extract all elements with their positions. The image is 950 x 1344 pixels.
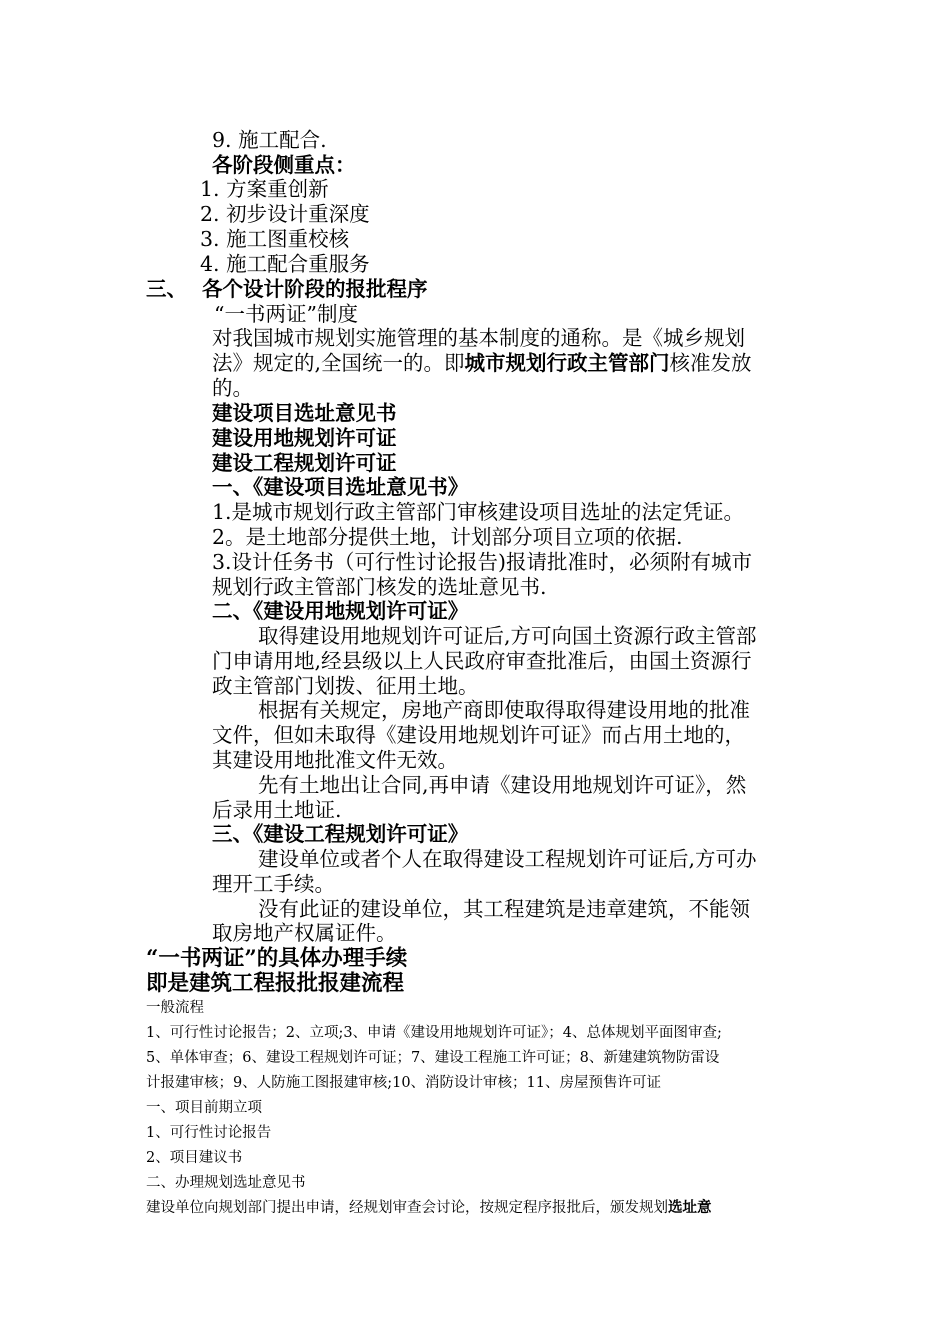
stage-heading: 二、办理规划选址意见书 bbox=[146, 1175, 306, 1191]
part1-heading: 一、《建设项目选址意见书》 bbox=[212, 475, 469, 499]
section3-title: 各个设计阶段的报批程序 bbox=[202, 277, 428, 301]
procedure-subtitle: 即是建筑工程报批报建流程 bbox=[146, 971, 405, 996]
part1-text: 2。是土地部分提供土地，计划部分项目立项的依据. bbox=[212, 525, 683, 549]
procedure-text-emphasis: 选址意 bbox=[668, 1199, 712, 1216]
definition-line: 的。 bbox=[212, 376, 253, 400]
procedure-title: “一书两证”的具体办理手续 bbox=[146, 946, 408, 971]
definition-text: 法》规定的,全国统一的。即 bbox=[212, 351, 465, 375]
definition-line bbox=[212, 351, 752, 376]
part2-text: 文件，但如未取得《建设用地规划许可证》而占用土地的， bbox=[212, 723, 745, 747]
stage-item: 1、可行性讨论报告 bbox=[146, 1125, 272, 1141]
part2-text: 门申请用地,经县级以上人民政府审查批准后，由国土资源行 bbox=[212, 649, 752, 673]
general-flow-label: 一般流程 bbox=[146, 1000, 204, 1016]
part2-text: 政主管部门划拨、征用土地。 bbox=[212, 674, 479, 698]
focus-item: 1. 方案重创新 bbox=[200, 177, 329, 201]
part2-heading: 二、《建设用地规划许可证》 bbox=[212, 599, 469, 623]
definition-text: 核准发放 bbox=[669, 351, 752, 375]
focus-item: 4. 施工配合重服务 bbox=[200, 252, 370, 276]
focus-heading: 各阶段侧重点： bbox=[212, 153, 356, 177]
doc-name: 建设项目选址意见书 bbox=[212, 401, 397, 425]
part2-text: 先有土地出让合同,再申请《建设用地规划许可证》，然 bbox=[258, 773, 747, 797]
part3-heading: 三、《建设工程规划许可证》 bbox=[212, 822, 469, 846]
flow-text: 5、单体审查；6、建设工程规划许可证；7、建设工程施工许可证；8、新建建筑物防雷设 bbox=[146, 1050, 720, 1066]
procedure-text bbox=[146, 1198, 712, 1218]
part2-text: 取得建设用地规划许可证后,方可向国土资源行政主管部 bbox=[258, 624, 757, 648]
stage-item-9: 9. 施工配合. bbox=[212, 128, 327, 152]
focus-item: 3. 施工图重校核 bbox=[200, 227, 350, 251]
doc-name: 建设工程规划许可证 bbox=[212, 451, 397, 475]
stage-item: 2、项目建议书 bbox=[146, 1150, 243, 1166]
procedure-text-normal: 建设单位向规划部门提出申请，经规划审查会讨论，按规定程序报批后，颁发规划 bbox=[146, 1200, 668, 1216]
part1-text: 3.设计任务书（可行性讨论报告)报请批准时，必须附有城市 bbox=[212, 550, 753, 574]
part3-text: 取房地产权属证件。 bbox=[212, 921, 397, 945]
definition-line: 对我国城市规划实施管理的基本制度的通称。是《城乡规划 bbox=[212, 326, 745, 350]
part2-text: 根据有关规定，房地产商即使取得取得建设用地的批准 bbox=[258, 698, 750, 722]
system-name: “一书两证”制度 bbox=[214, 302, 358, 326]
part2-text: 其建设用地批准文件无效。 bbox=[212, 748, 458, 772]
part3-text: 建设单位或者个人在取得建设工程规划许可证后,方可办 bbox=[258, 847, 757, 871]
doc-name: 建设用地规划许可证 bbox=[212, 426, 397, 450]
flow-text: 计报建审核；9、人防施工图报建审核;10、消防设计审核；11、房屋预售许可证 bbox=[146, 1075, 662, 1091]
part1-text: 1.是城市规划行政主管部门审核建设项目选址的法定凭证。 bbox=[212, 500, 745, 524]
focus-item: 2. 初步设计重深度 bbox=[200, 202, 370, 226]
part3-text: 没有此证的建设单位，其工程建筑是违章建筑，不能领 bbox=[258, 897, 750, 921]
part1-text: 规划行政主管部门核发的选址意见书. bbox=[212, 575, 547, 599]
flow-text: 1、可行性讨论报告；2、立项;3、申请《建设用地规划许可证》；4、总体规划平面图审查; bbox=[146, 1025, 722, 1041]
section3-number: 三、 bbox=[146, 277, 187, 301]
definition-emphasis: 城市规划行政主管部门 bbox=[464, 351, 670, 375]
part2-text: 后录用土地证. bbox=[212, 798, 342, 822]
part3-text: 理开工手续。 bbox=[212, 872, 335, 896]
stage-heading: 一、项目前期立项 bbox=[146, 1100, 262, 1116]
